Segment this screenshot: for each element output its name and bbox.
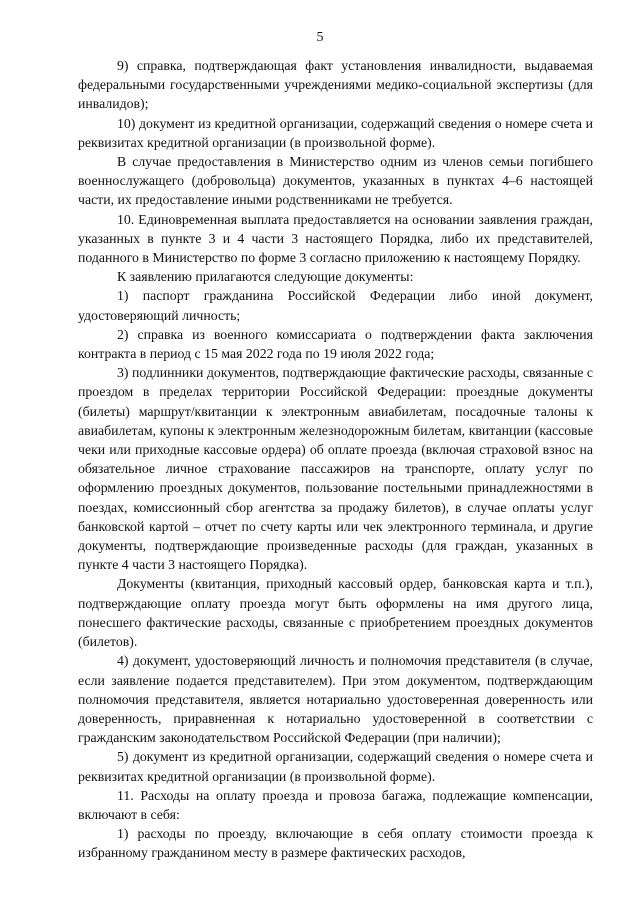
paragraph: 10. Единовременная выплата предоставляется на основании заявления граждан, указанных в пункте 3 и 4 части 3 настоящего Порядка, либо их представителей, поданного в Министерство по форме 3 согласно приложению к настоящему Порядку.	[78, 211, 593, 266]
paragraph: 11. Расходы на оплату проезда и провоза багажа, подлежащие компенсации, включают в себя:	[78, 787, 593, 822]
paragraph: 1) паспорт гражданина Российской Федерации либо иной документ, удостоверяющий личность;	[78, 288, 593, 323]
paragraph: 4) документ, удостоверяющий личность и полномочия представителя (в случае, если заявление подается представителем). При этом документом, подтверждающим полномочия представителя, является нотариально удостоверенная доверенность или доверенность, приравненная к нотариально удостоверенной в соответствии с гражданским законодательством Российской Федерации (при наличии);	[78, 653, 593, 746]
paragraph: 9) справка, подтверждающая факт установления инвалидности, выдаваемая федеральными государственными учреждениями медико-социальной экспертизы (для инвалидов);	[78, 58, 593, 112]
paragraph: 3) подлинники документов, подтверждающие фактические расходы, связанные с проездом в пределах территории Российской Федерации: проездные документы (билеты) маршрут/квитанции к электронным авиабилетам, посадочные талоны к авиабилетам, купоны к электронным железнодорожным билетам, квитанции (кассовые чеки или приходные кассовые ордера) об оплате проезда (включая страховой взнос на обязательное личное страхование пассажиров на транспорте, оплату услуг по оформлению проездных документов, пользование постельными принадлежностями в поездах, комиссионный сбор агентства за продажу билетов), в случае оплаты услуг банковской картой – отчет по счету карты или чек электронного терминала, и другие документы, подтверждающие произведенные расходы (для граждан, указанных в пункте 4 части 3 настоящего Порядка).	[78, 365, 593, 573]
paragraph: В случае предоставления в Министерство одним из членов семьи погибшего военнослужащего (добровольца) документов, указанных в пунктах 4–6 настоящей части, их предоставление иными родственниками не требуется.	[78, 154, 593, 208]
paragraph: 5) документ из кредитной организации, содержащий сведения о номере счета и реквизитах кредитной организации (в произвольной форме).	[78, 749, 593, 784]
paragraph: 1) расходы по проезду, включающие в себя оплату стоимости проезда к избранному гражданином месту в размере фактических расходов,	[78, 826, 593, 861]
page-number: 5	[316, 30, 324, 45]
paragraph: Документы (квитанция, приходный кассовый ордер, банковская карта и т.п.), подтверждающие оплату проезда могут быть оформлены на имя другого лица, понесшего фактические расходы, связанные с приобретением проездных документов (билетов).	[78, 576, 593, 650]
paragraph: 2) справка из военного комиссариата о подтверждении факта заключения контракта в период с 15 мая 2022 года по 19 июля 2022 года;	[78, 326, 593, 362]
document-body	[78, 56, 593, 863]
paragraph: 10) документ из кредитной организации, содержащий сведения о номере счета и реквизитах кредитной организации (в произвольной форме).	[78, 115, 593, 150]
paragraph: К заявлению прилагаются следующие документы:	[117, 269, 414, 285]
